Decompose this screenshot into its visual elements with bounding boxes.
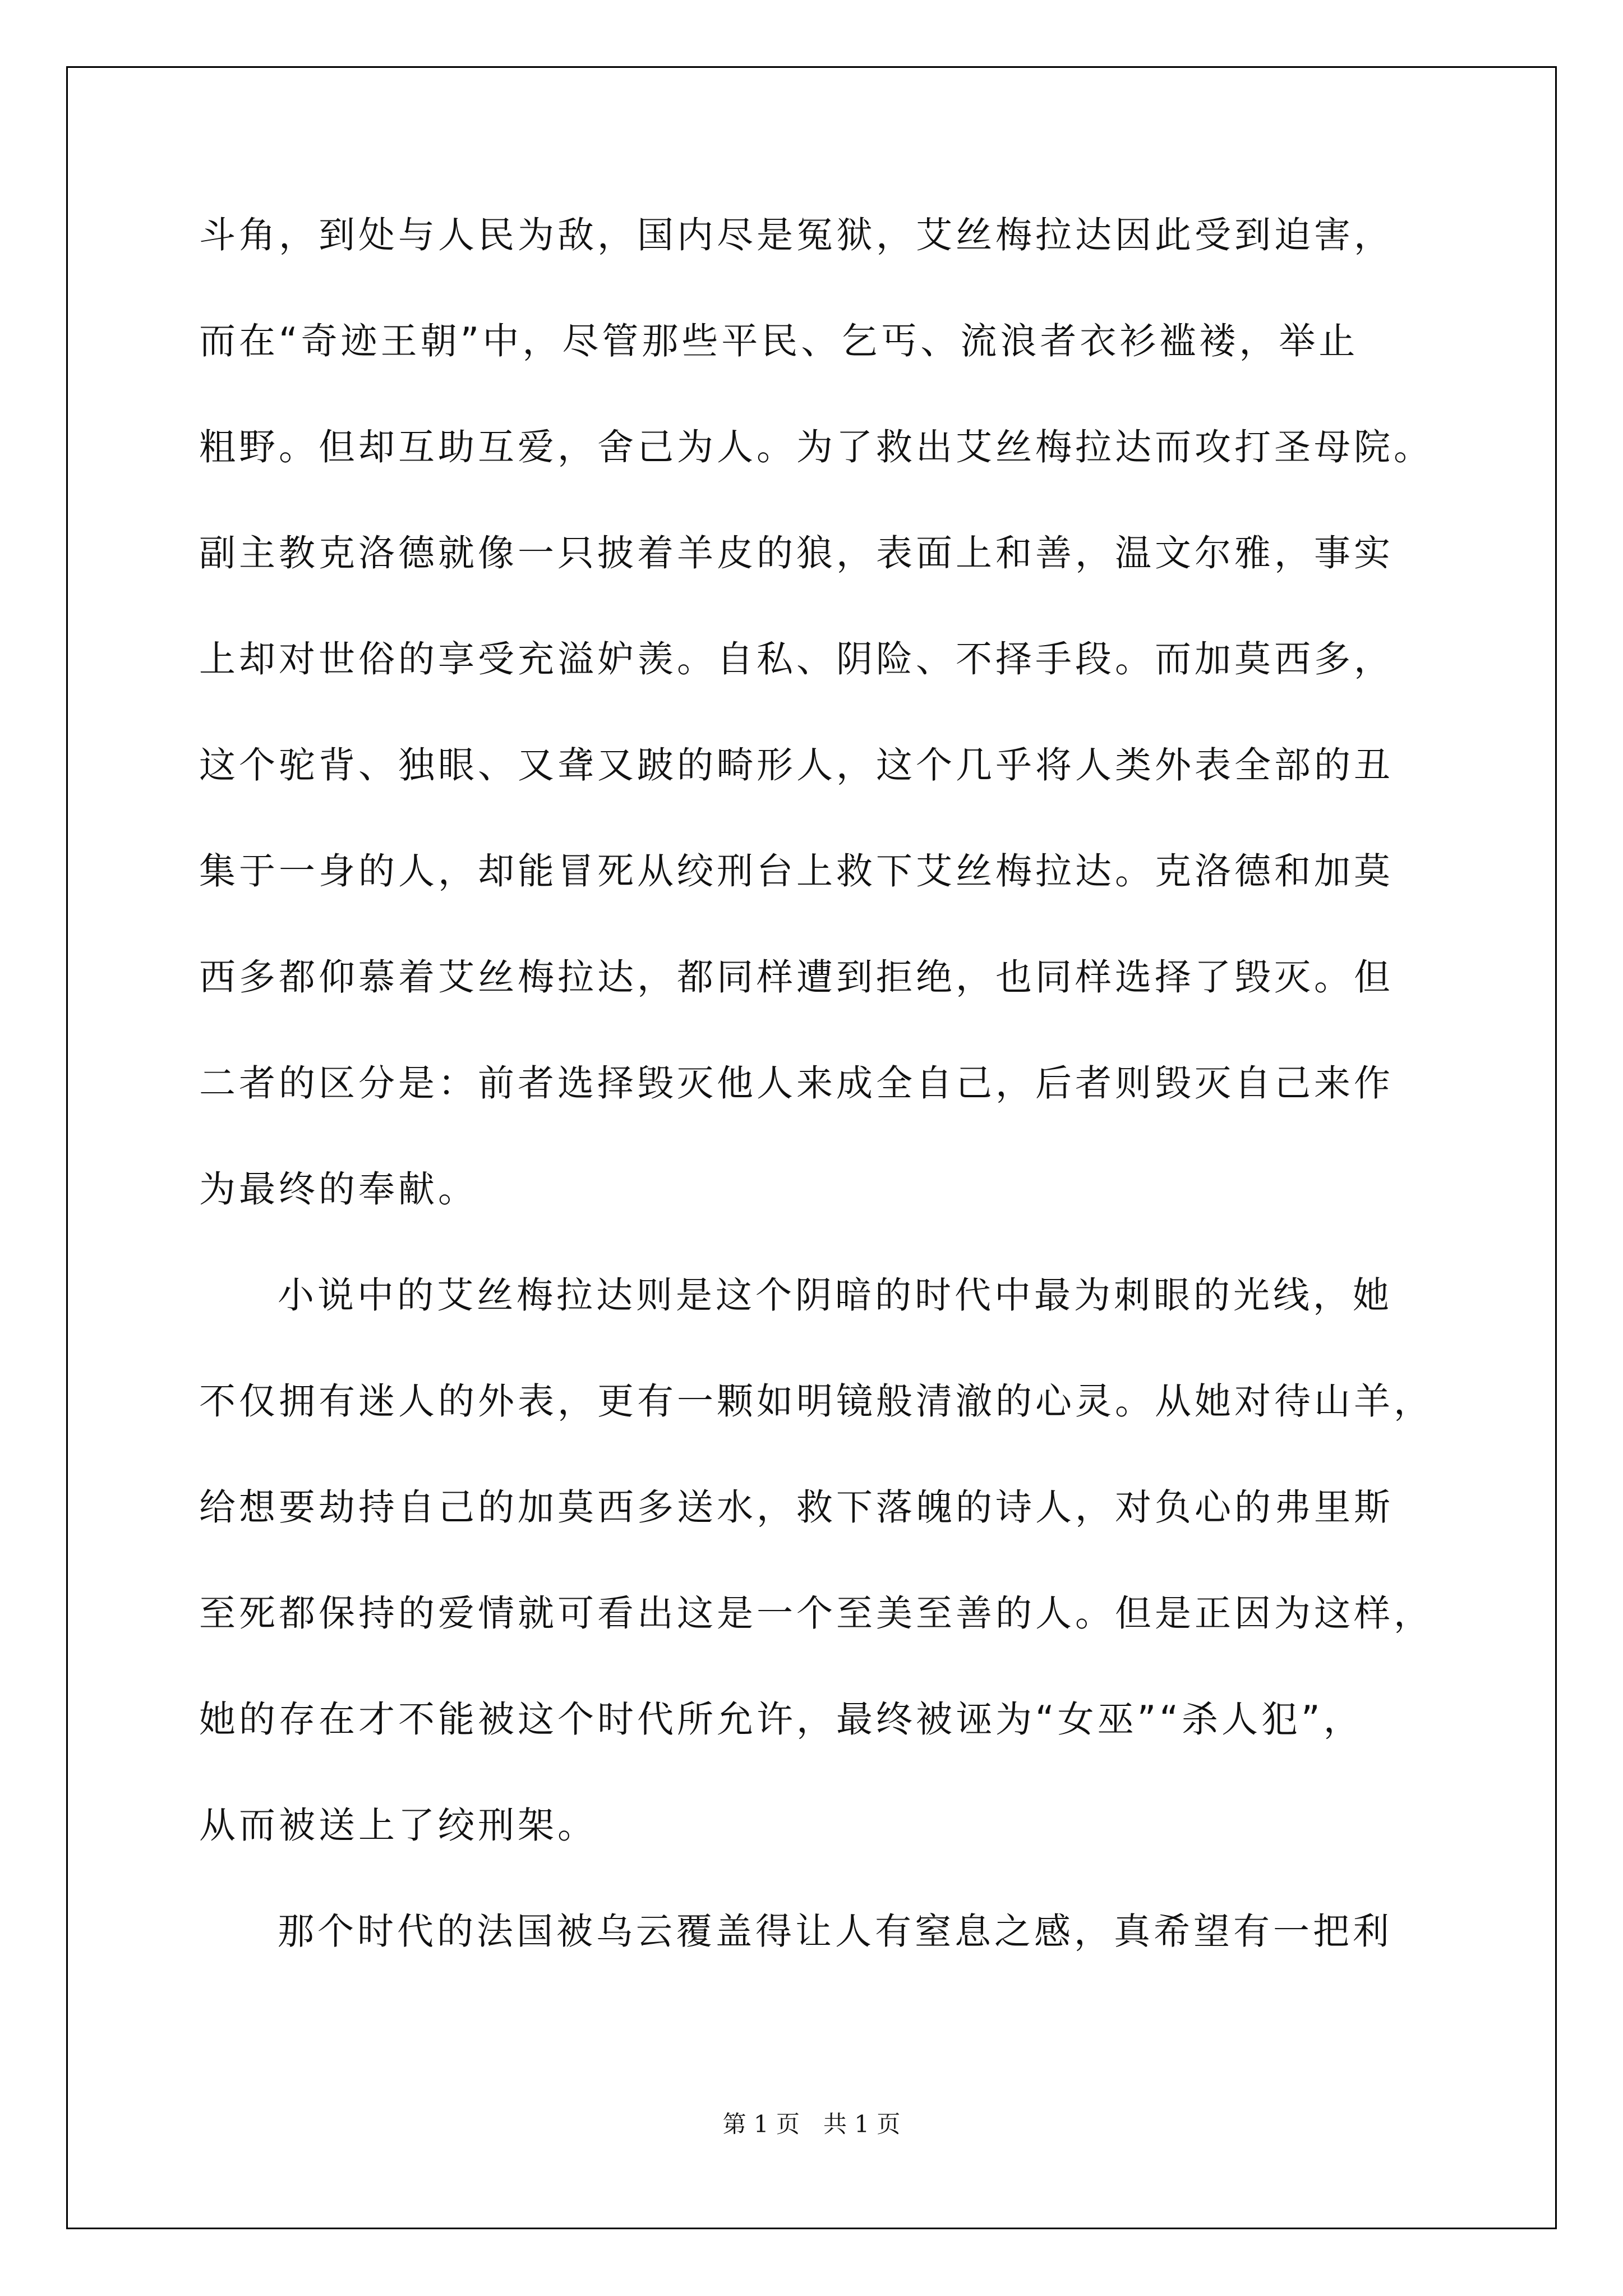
text-line: 这个驼背、独眼、又聋又跛的畸形人，这个几乎将人类外表全部的丑 — [199, 744, 1394, 786]
text-line: 西多都仰慕着艾丝梅拉达，都同样遭到拒绝，也同样选择了毁灭。但 — [199, 956, 1394, 999]
text-line: 至死都保持的爱情就可看出这是一个至美至善的人。但是正因为这样， — [199, 1593, 1434, 1635]
paragraph-first-line: 小说中的艾丝梅拉达则是这个阴暗的时代中最为刺眼的光线，她 — [278, 1274, 1393, 1317]
page-footer — [0, 2110, 1623, 2138]
text-line: 不仅拥有迷人的外表，更有一颗如明镜般清澈的心灵。从她对待山羊， — [199, 1381, 1434, 1423]
text-line: 给想要劫持自己的加莫西多送水，救下落魄的诗人，对负心的弗里斯 — [199, 1487, 1394, 1529]
text-line: 而在“奇迹王朝”中，尽管那些平民、乞丐、流浪者衣衫褴褛，举止 — [199, 320, 1359, 362]
page-total: 共 1 页 — [823, 2110, 901, 2138]
text-line: 为最终的奉献。 — [199, 1168, 478, 1211]
text-line: 集于一身的人，却能冒死从绞刑台上救下艾丝梅拉达。克洛德和加莫 — [199, 850, 1394, 892]
page-border — [66, 66, 1557, 2229]
text-line: 她的存在才不能被这个时代所允许，最终被诬为“女巫”“杀人犯”， — [199, 1699, 1363, 1741]
paragraph-first-line: 那个时代的法国被乌云覆盖得让人有窒息之感，真希望有一把利 — [278, 1911, 1393, 1953]
text-line: 副主教克洛德就像一只披着羊皮的狼，表面上和善，温文尔雅，事实 — [199, 532, 1394, 574]
text-line: 上却对世俗的享受充溢妒羡。自私、阴险、不择手段。而加莫西多， — [199, 638, 1394, 680]
text-line: 二者的区分是：前者选择毁灭他人来成全自己，后者则毁灭自己来作 — [199, 1062, 1394, 1105]
text-line: 粗野。但却互助互爱，舍己为人。为了救出艾丝梅拉达而攻打圣母院。 — [199, 426, 1434, 468]
text-line: 从而被送上了绞刑架。 — [199, 1805, 598, 1847]
text-line: 斗角，到处与人民为敌，国内尽是冤狱，艾丝梅拉达因此受到迫害， — [199, 214, 1394, 256]
page-number: 第 1 页 — [722, 2110, 800, 2138]
